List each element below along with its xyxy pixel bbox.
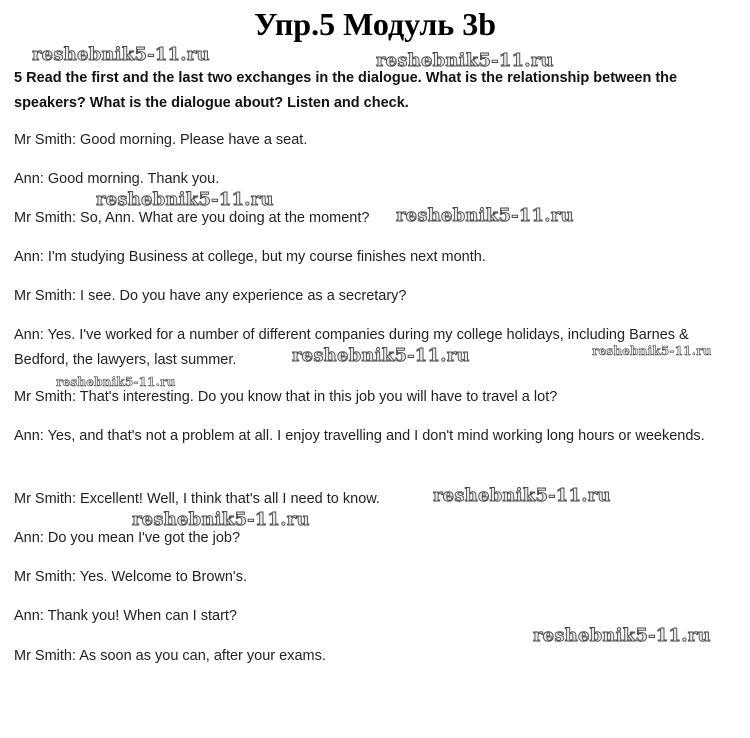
watermark-text: reshebnik5-11.ru: [376, 50, 554, 71]
exercise-instruction: 5 Read the first and the last two exchanges in the dialogue. What is the relationship between the speakers? What is the dialogue about? Listen and check.: [14, 70, 678, 111]
dialogue-line-4: Ann: I'm studying Business at college, but my course finishes next month.: [14, 249, 486, 265]
dialogue-line-11: Mr Smith: Yes. Welcome to Brown's.: [14, 569, 247, 585]
dialogue-line-12: Ann: Thank you! When can I start?: [14, 608, 237, 624]
watermark-text: reshebnik5-11.ru: [292, 345, 470, 366]
page-title: Упр.5 Модуль 3b: [253, 6, 496, 42]
dialogue-line-5: Mr Smith: I see. Do you have any experience as a secretary?: [14, 288, 407, 304]
watermark-text: reshebnik5-11.ru: [433, 485, 611, 506]
dialogue-line-1: Mr Smith: Good morning. Please have a seat.: [14, 132, 308, 148]
watermark-text: reshebnik5-11.ru: [396, 205, 574, 226]
watermark-text: reshebnik5-11.ru: [132, 509, 310, 530]
watermark-text: reshebnik5-11.ru: [592, 344, 712, 358]
dialogue-line-13: Mr Smith: As soon as you can, after your exams.: [14, 648, 326, 664]
dialogue-line-3: Mr Smith: So, Ann. What are you doing at the moment?: [14, 210, 370, 226]
dialogue-line-8: Ann: Yes, and that's not a problem at all. I enjoy travelling and I don't mind working long hours or weekends.: [14, 428, 705, 444]
watermark-text: reshebnik5-11.ru: [533, 625, 711, 646]
dialogue-line-2: Ann: Good morning. Thank you.: [14, 171, 220, 187]
watermark-text: reshebnik5-11.ru: [96, 189, 274, 210]
dialogue-line-10: Ann: Do you mean I've got the job?: [14, 530, 241, 546]
dialogue-line-9: Mr Smith: Excellent! Well, I think that's all I need to know.: [14, 491, 380, 507]
dialogue-line-6: Ann: Yes. I've worked for a number of different companies during my college holidays, including Barnes & Bedford, the lawyers, last summer.: [14, 327, 689, 368]
watermark-text: reshebnik5-11.ru: [32, 44, 210, 65]
watermark-text: reshebnik5-11.ru: [56, 375, 176, 389]
dialogue-line-7: Mr Smith: That's interesting. Do you know that in this job you will have to travel a lot?: [14, 389, 558, 405]
